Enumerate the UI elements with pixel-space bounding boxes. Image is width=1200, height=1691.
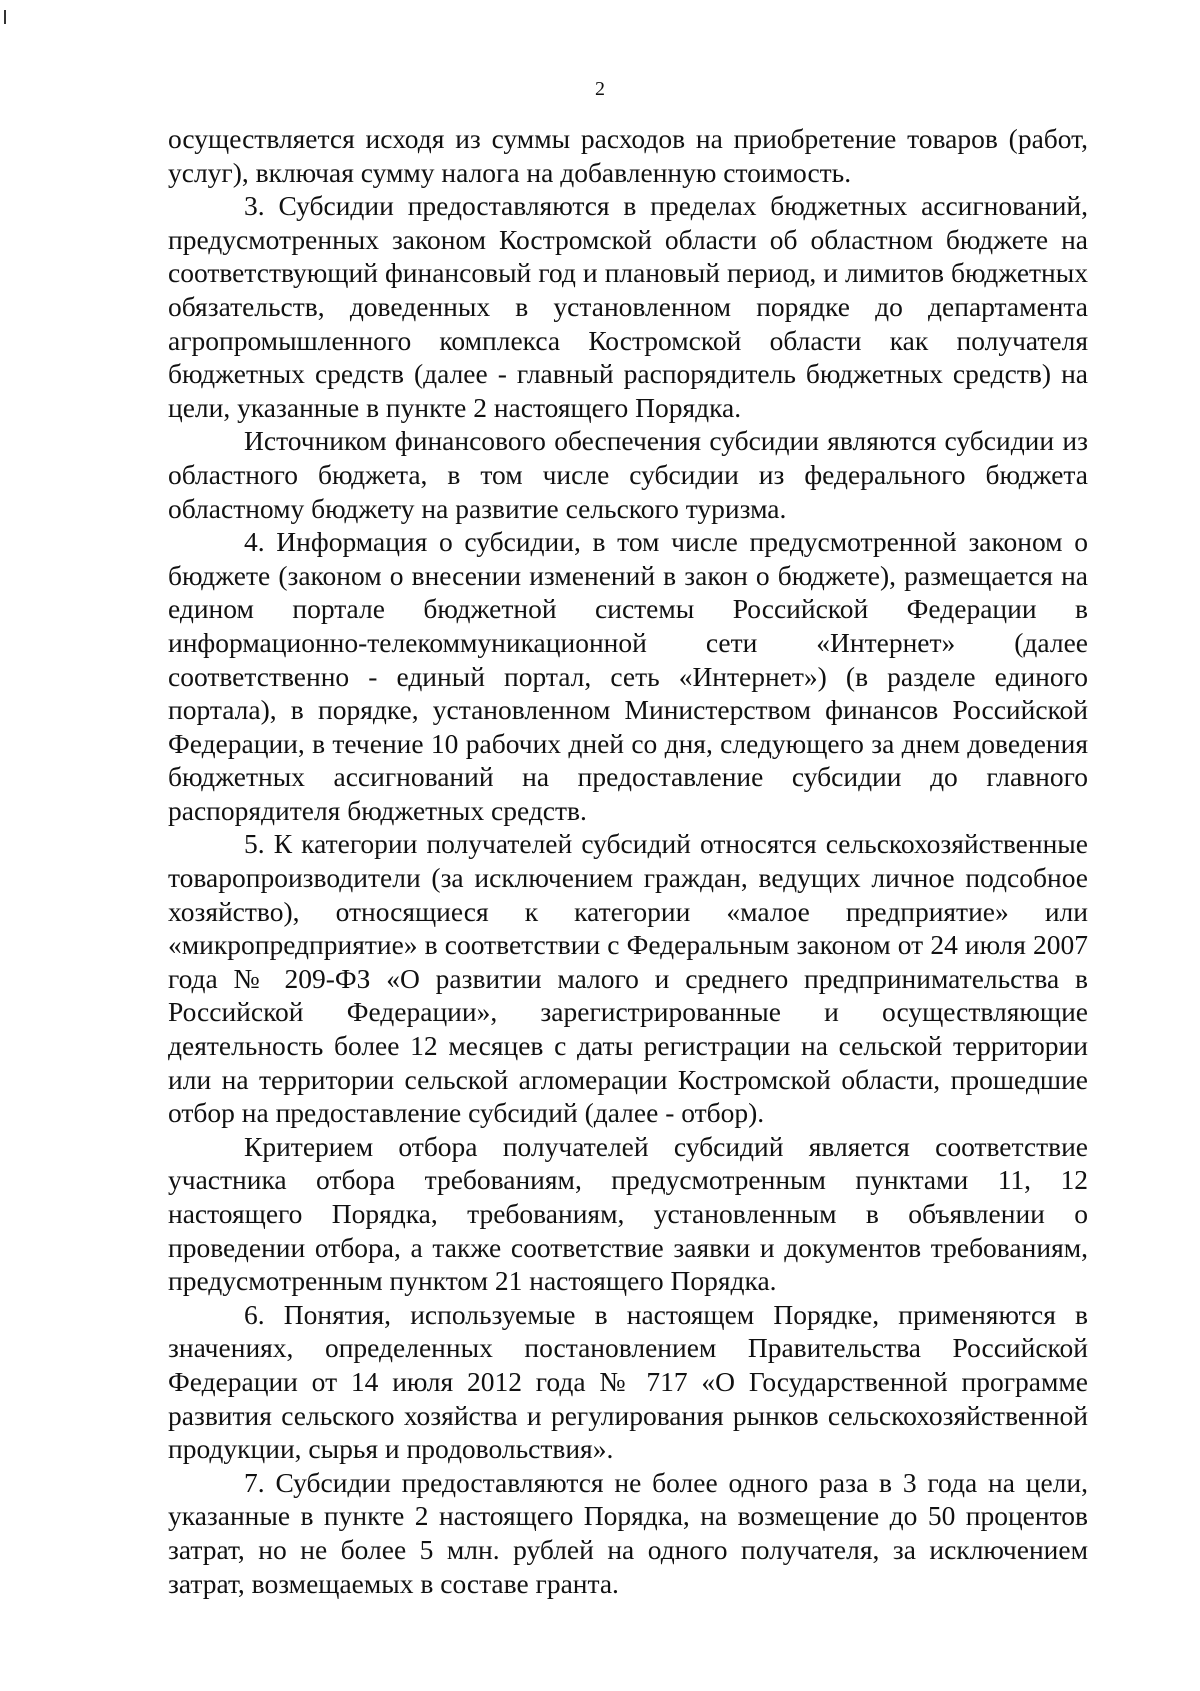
page-number: 2 [595,78,605,100]
paragraph-selection-criterion: Критерием отбора получателей субсидий является соответствие участника отбора требованиям, предусмотренным пунктами 11, 12 настоящего Порядка, требованиям, установленным в объявлении о проведении отбора, а также соответствие заявки и документов требованиям, предусмотренным пунктом 21 настоящего Порядка. [168,1130,1088,1297]
scan-artifact-mark [4,10,6,24]
paragraph-continuation: осуществляется исходя из суммы расходов на приобретение товаров (работ, услуг), включая сумму налога на добавленную стоимость. [168,123,1088,188]
paragraph-item-4: 4. Информация о субсидии, в том числе предусмотренной законом о бюджете (законом о внесении изменений в закон о бюджете), размещается на едином портале бюджетной системы Российской Федерации в информационно-телекоммуникационной сети «Интернет» (далее соответственно - единый портал, сеть «Интернет») (в разделе единого портала), в порядке, установленном Министерством финансов Российской Федерации, в течение 10 рабочих дней со дня, следующего за днем доведения бюджетных ассигнований на предоставление субсидии до главного распорядителя бюджетных средств. [168,526,1088,826]
paragraph-item-6: 6. Понятия, используемые в настоящем Порядке, применяются в значениях, определенных постановлением Правительства Российской Федерации от 14 июля 2012 года № 717 «О Государственной программе развития сельского хозяйства и регулирования рынков сельскохозяйственной продукции, сырья и продовольствия». [168,1298,1088,1465]
paragraph-item-3: 3. Субсидии предоставляются в пределах бюджетных ассигнований, предусмотренных законом Костромской области об областном бюджете на соответствующий финансовый год и плановый период, и лимитов бюджетных обязательств, доведенных в установленном порядке до департамента агропромышленного комплекса Костромской области как получателя бюджетных средств (далее - главный распорядитель бюджетных средств) на цели, указанные в пункте 2 настоящего Порядка. [168,190,1088,423]
paragraph-item-7: 7. Субсидии предоставляются не более одного раза в 3 года на цели, указанные в пункте 2 настоящего Порядка, на возмещение до 50 процентов затрат, но не более 5 млн. рублей на одного получателя, за исключением затрат, возмещаемых в составе гранта. [168,1466,1088,1599]
document-body [168,122,1088,1600]
paragraph-item-5: 5. К категории получателей субсидий относятся сельскохозяйственные товаропроизводители (за исключением граждан, ведущих личное подсобное хозяйство), относящиеся к категории «малое предприятие» или «микропредприятие» в соответствии с Федеральным законом от 24 июля 2007 года № 209-ФЗ «О развитии малого и среднего предпринимательства в Российской Федерации», зарегистрированные и осуществляющие деятельность более 12 месяцев с даты регистрации на сельской территории или на территории сельской агломерации Костромской области, прошедшие отбор на предоставление субсидий (далее - отбор). [168,828,1088,1129]
paragraph-funding-source: Источником финансового обеспечения субсидии являются субсидии из областного бюджета, в том числе субсидии из федерального бюджета областному бюджету на развитие сельского туризма. [168,425,1088,524]
